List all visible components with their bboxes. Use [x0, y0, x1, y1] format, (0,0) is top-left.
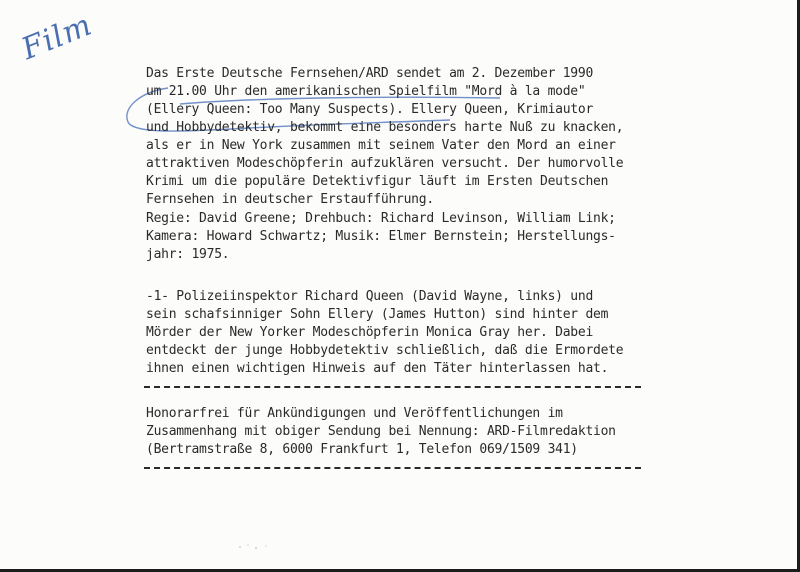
dashed-divider — [144, 386, 641, 388]
body-line: (Ellery Queen: Too Many Suspects). Ellery Queen, Krimiautor — [146, 102, 594, 117]
caption-line: Mörder der New Yorker Modeschöpferin Monica Gray her. Dabei — [146, 325, 594, 340]
footer-line: Honorarfrei für Ankündigungen und Veröffentlichungen im — [146, 406, 563, 421]
caption-line: ihnen einen wichtigen Hinweis auf den Täter hinterlassen hat. — [146, 361, 609, 376]
body-line: Das Erste Deutsche Fernsehen/ARD sendet am 2. Dezember 1990 — [146, 66, 594, 81]
body-line: um 21.00 Uhr den amerikanischen Spielfilm "Mord à la mode" — [146, 84, 586, 99]
dashed-divider — [144, 467, 641, 469]
credits-line: jahr: 1975. — [146, 247, 230, 262]
handwritten-note: Film — [16, 7, 98, 68]
credits-line: Kamera: Howard Schwartz; Musik: Elmer Bernstein; Herstellungs- — [146, 229, 616, 244]
caption-line: sein schafsinniger Sohn Ellery (James Hutton) sind hinter dem — [146, 307, 609, 322]
body-line: als er in New York zusammen mit seinem Vater den Mord an einer — [146, 138, 616, 153]
caption-line: entdeckt der junge Hobbydetektiv schließlich, daß die Ermordete — [146, 343, 624, 358]
body-line: Krimi um die populäre Detektivfigur läuft im Ersten Deutschen — [146, 174, 609, 189]
footer-line: Zusammenhang mit obiger Sendung bei Nennung: ARD-Filmredaktion — [146, 424, 616, 439]
body-line: Fernsehen in deutscher Erstaufführung. — [146, 192, 434, 207]
credits-line: Regie: David Greene; Drehbuch: Richard Levinson, William Link; — [146, 211, 616, 226]
body-line: attraktiven Modeschöpferin aufzuklären versucht. Der humorvolle — [146, 156, 624, 171]
footer-line: (Bertramstraße 8, 6000 Frankfurt 1, Telefon 069/1509 341) — [146, 442, 578, 457]
paper-smudge — [236, 542, 276, 552]
caption-line: -1- Polizeiinspektor Richard Queen (David Wayne, links) und — [146, 289, 594, 304]
body-line: und Hobbydetektiv, bekommt eine besonders harte Nuß zu knacken, — [146, 120, 624, 135]
